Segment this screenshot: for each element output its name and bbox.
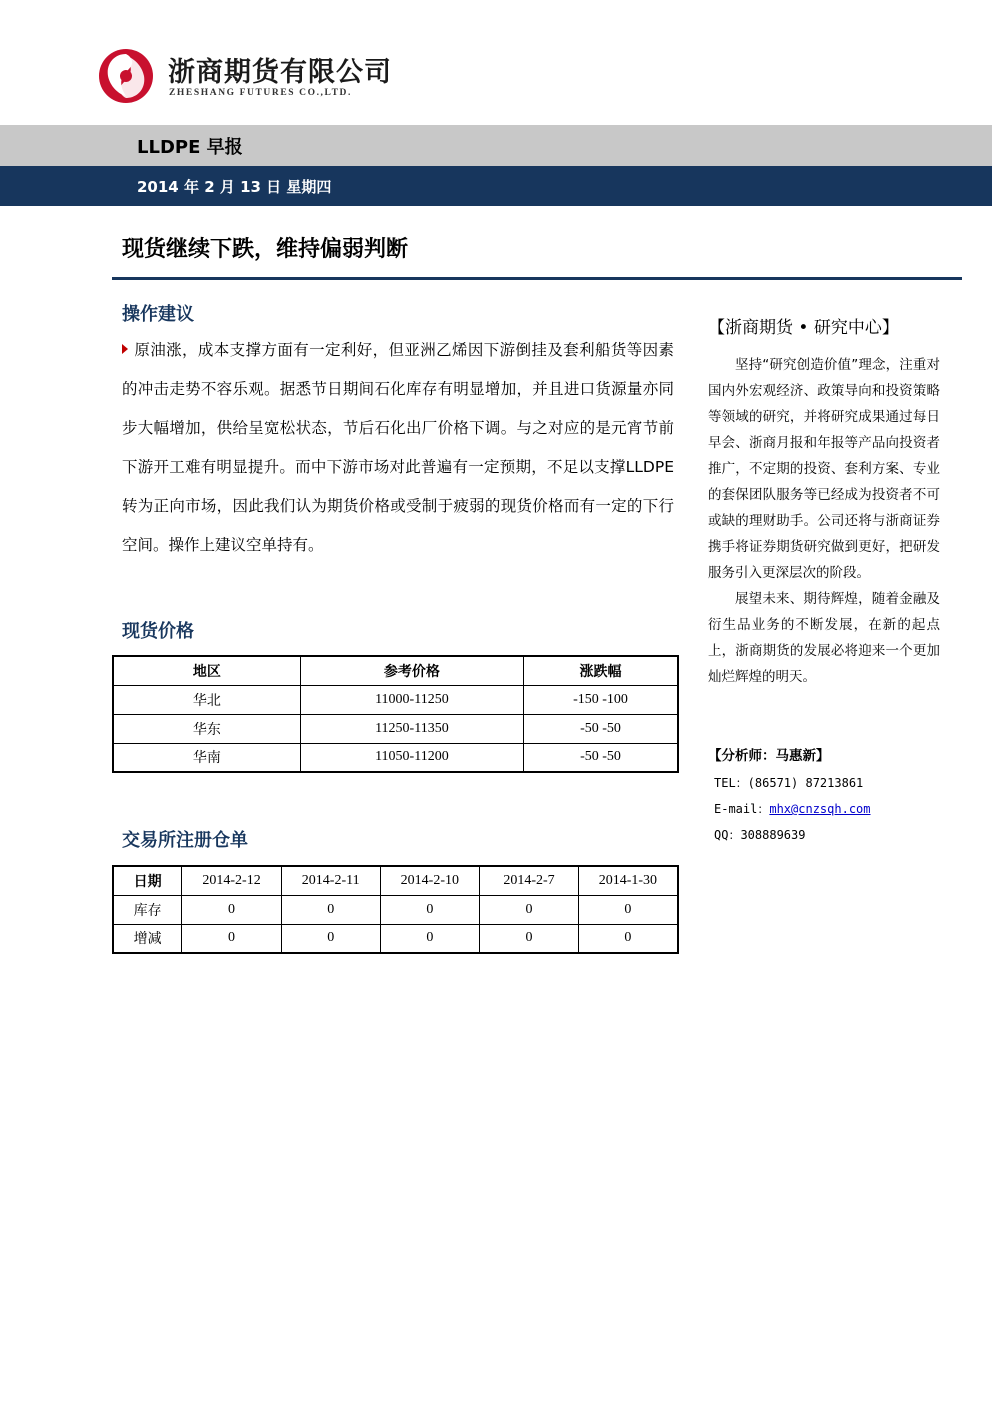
- email-label: E-mail：: [714, 802, 770, 816]
- spot-price-table: [112, 655, 679, 773]
- company-name-en: ZHESHANG FUTURES CO.,LTD.: [169, 88, 352, 98]
- intro-paragraph: 展望未来、期待辉煌，随着金融及衍生品业务的不断发展，在新的起点上，浙商期货的发展必将迎来一个更加灿烂辉煌的明天。: [708, 591, 940, 685]
- headline-divider: [112, 277, 962, 280]
- value-cell: 0: [578, 895, 678, 924]
- date-header: 2014-1-30: [578, 866, 678, 895]
- row-label: 增减: [113, 924, 182, 953]
- date-header: 2014-2-7: [480, 866, 579, 895]
- report-name: LLDPE 早报: [137, 137, 243, 158]
- region-cell: 华北: [113, 685, 300, 714]
- advice-text: 原油涨，成本支撑方面有一定利好，但亚洲乙烯因下游倒挂及套利船货等因素的冲击走势不容乐观。据悉节日期间石化库存有明显增加，并且进口货源量亦同步大幅增加，供给呈宽松状态，节后石化出厂价格下调。与之对应的是元宵节前下游开工难有明显提升。而中下游市场对此普遍有一定预期，不足以支撑LLDPE转为正向市场，因此我们认为期货价格或受制于疲弱的现货价格而有一定的下行空间。操作上建议空单持有。: [122, 341, 674, 554]
- research-center-intro: [708, 352, 940, 690]
- advice-heading: 操作建议: [122, 304, 194, 325]
- date-header: 2014-2-10: [380, 866, 480, 895]
- table-header-row: [113, 656, 678, 685]
- analyst-qq: QQ：308889639: [714, 828, 806, 842]
- value-cell: 0: [480, 924, 579, 953]
- change-cell: -50 -50: [524, 743, 678, 772]
- value-cell: 0: [182, 924, 282, 953]
- table-row: [113, 714, 678, 743]
- date-header: 2014-2-12: [182, 866, 282, 895]
- value-cell: 0: [578, 924, 678, 953]
- price-cell: 11250-11350: [300, 714, 523, 743]
- report-date: 2014 年 2 月 13 日 星期四: [137, 178, 332, 196]
- value-cell: 0: [380, 895, 480, 924]
- analyst-email-row: [714, 800, 871, 817]
- column-header: 地区: [113, 656, 300, 685]
- price-cell: 11050-11200: [300, 743, 523, 772]
- change-cell: -150 -100: [524, 685, 678, 714]
- value-cell: 0: [480, 895, 579, 924]
- table-row: [113, 924, 678, 953]
- table-row: [113, 743, 678, 772]
- spot-price-heading: 现货价格: [122, 621, 194, 642]
- region-cell: 华南: [113, 743, 300, 772]
- value-cell: 0: [281, 895, 380, 924]
- intro-paragraph: 坚持“研究创造价值”理念，注重对国内外宏观经济、政策导向和投资策略等领域的研究，并将研究成果通过每日早会、浙商月报和年报等产品向投资者推广，不定期的投资、套利方案、专业的套保团队服务等已经成为投资者不可或缺的理财助手。公司还将与浙商证券携手将证券期货研究做到更好，把研发服务引入更深层次的阶段。: [708, 357, 940, 581]
- date-header: 2014-2-11: [281, 866, 380, 895]
- table-header-row: [113, 866, 678, 895]
- company-name-cn: 浙商期货有限公司: [168, 57, 392, 88]
- row-label: 库存: [113, 895, 182, 924]
- zheshang-logo-icon: [96, 46, 160, 106]
- red-triangle-bullet-icon: [122, 344, 128, 354]
- headline: 现货继续下跌，维持偏弱判断: [122, 237, 409, 262]
- column-header: 参考价格: [300, 656, 523, 685]
- analyst-tel: TEL：(86571) 87213861: [714, 776, 864, 790]
- warehouse-table: [112, 865, 679, 954]
- value-cell: 0: [281, 924, 380, 953]
- analyst-name: 【分析师：马惠新】: [708, 748, 830, 764]
- column-header: 日期: [113, 866, 182, 895]
- region-cell: 华东: [113, 714, 300, 743]
- table-row: [113, 685, 678, 714]
- warehouse-heading: 交易所注册仓单: [122, 830, 248, 851]
- research-center-title: 【浙商期货 • 研究中心】: [708, 318, 899, 338]
- advice-paragraph: [122, 331, 674, 565]
- value-cell: 0: [380, 924, 480, 953]
- analyst-email-link[interactable]: mhx@cnzsqh.com: [769, 802, 871, 816]
- column-header: 涨跌幅: [524, 656, 678, 685]
- change-cell: -50 -50: [524, 714, 678, 743]
- price-cell: 11000-11250: [300, 685, 523, 714]
- table-row: [113, 895, 678, 924]
- value-cell: 0: [182, 895, 282, 924]
